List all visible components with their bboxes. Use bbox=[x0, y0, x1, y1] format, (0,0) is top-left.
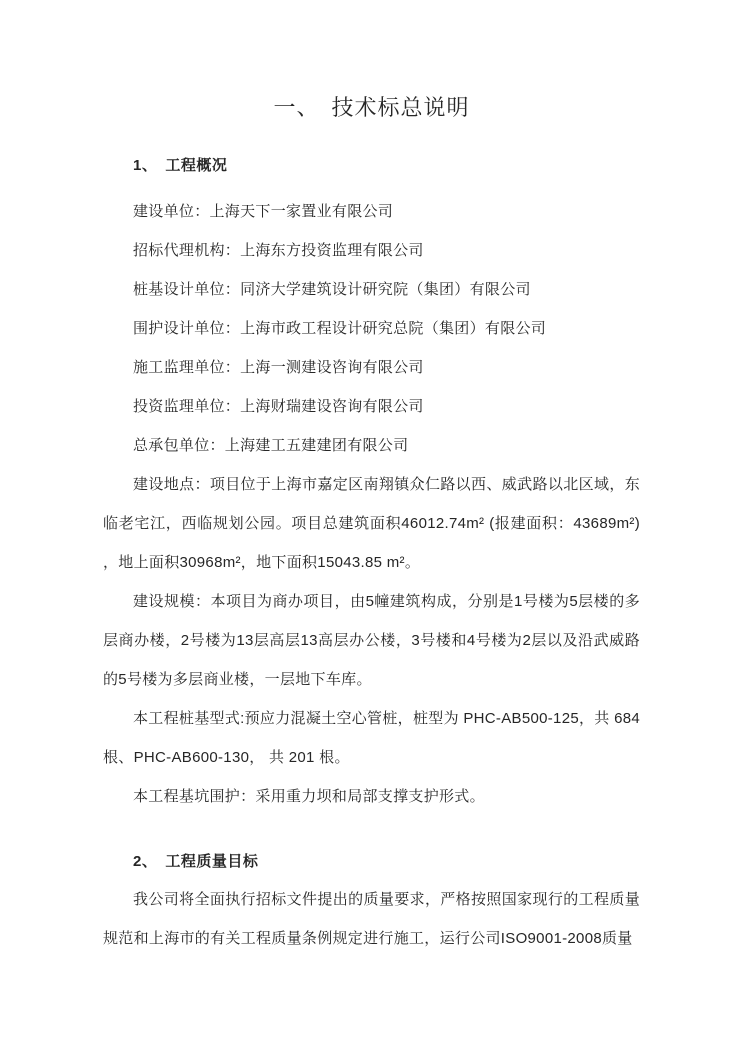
paragraph-pile-design-unit: 桩基设计单位：同济大学建筑设计研究院（集团）有限公司 bbox=[133, 281, 531, 298]
paragraph-pile-foundation-type: 本工程桩基型式:预应力混凝土空心管桩，桩型为 PHC-AB500-125，共 684 根、PHC-AB600-130， 共 201 根。 bbox=[103, 710, 640, 766]
paragraph-investment-supervision-unit: 投资监理单位：上海财瑞建设咨询有限公司 bbox=[133, 398, 424, 415]
paragraph-construction-site: 建设地点：项目位于上海市嘉定区南翔镇众仁路以西、威武路以北区域，东临老宅江，西临规划公园。项目总建筑面积46012.74m² (报建面积：43689m²) ，地上面积30968m²，地下面积15043.85 m²。 bbox=[103, 476, 640, 571]
document-title-number: 一、 bbox=[273, 95, 320, 120]
paragraph-quality-commitment: 我公司将全面执行招标文件提出的质量要求，严格按照国家现行的工程质量规范和上海市的有关工程质量条例规定进行施工，运行公司ISO9001-2008质量 bbox=[103, 891, 640, 947]
section-heading-project-overview bbox=[103, 156, 640, 176]
section-heading-quality-target bbox=[103, 852, 640, 872]
section-heading-text: 工程质量目标 bbox=[165, 853, 259, 870]
paragraph-construction-unit: 建设单位：上海天下一家置业有限公司 bbox=[133, 203, 394, 220]
paragraph-pit-enclosure: 本工程基坑围护：采用重力坝和局部支撑支护形式。 bbox=[133, 788, 485, 805]
document-title-text: 技术标总说明 bbox=[331, 95, 470, 120]
paragraph-construction-scale: 建设规模：本项目为商办项目，由5幢建筑构成，分别是1号楼为5层楼的多层商办楼，2号楼为13层高层13高层办公楼，3号楼和4号楼为2层以及沿武威路的5号楼为多层商业楼，一层地下车库。 bbox=[103, 593, 640, 688]
paragraph-general-contractor: 总承包单位：上海建工五建建团有限公司 bbox=[133, 437, 409, 454]
paragraph-bidding-agency: 招标代理机构：上海东方投资监理有限公司 bbox=[133, 242, 424, 259]
section-heading-text: 工程概况 bbox=[165, 157, 228, 174]
section-heading-number: 2、 bbox=[133, 853, 158, 870]
paragraph-construction-supervision-unit: 施工监理单位：上海一测建设咨询有限公司 bbox=[133, 359, 424, 376]
section-heading-number: 1、 bbox=[133, 157, 158, 174]
document-title bbox=[103, 92, 640, 124]
paragraph-enclosure-design-unit: 围护设计单位：上海市政工程设计研究总院（集团）有限公司 bbox=[133, 320, 547, 337]
